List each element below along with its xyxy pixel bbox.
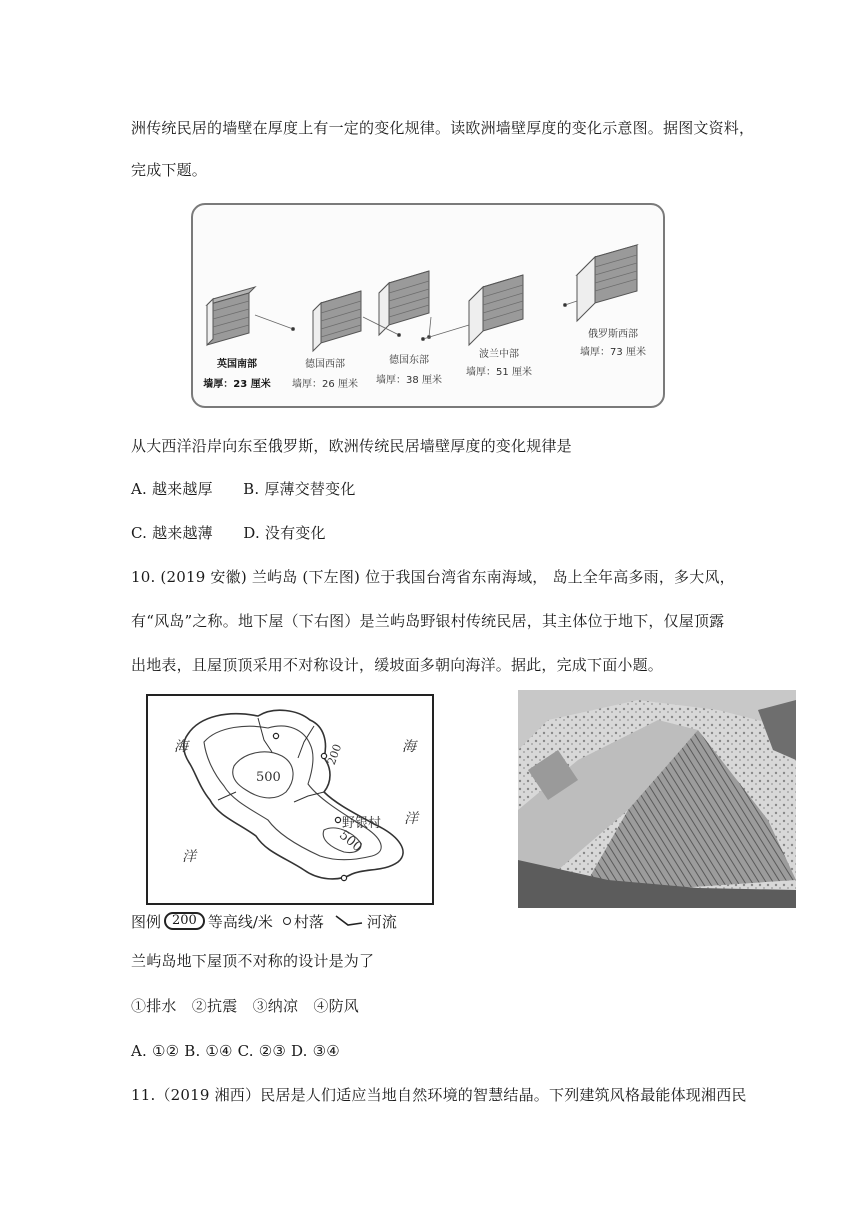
underground-house-photo: [518, 690, 796, 908]
q9-stem: 从大西洋沿岸向东至俄罗斯，欧洲传统民居墙壁厚度的变化规律是: [131, 437, 572, 455]
wall-2-thickness: 墙厚：26 厘米: [292, 379, 358, 390]
map-ocean-left: 洋: [182, 849, 196, 865]
roof-drawing: [518, 690, 796, 908]
wall-2-name: 德国西部: [305, 359, 345, 370]
wall-1-name: 英国南部: [217, 359, 257, 370]
legend-village-label: 村落: [293, 912, 324, 931]
wall-thickness-figure: [191, 203, 665, 408]
wall-4-name: 波兰中部: [479, 349, 519, 360]
wall-poland: [469, 275, 523, 345]
map-sea-left: 海: [174, 739, 188, 755]
wall-4-thickness: 墙厚：51 厘米: [466, 367, 532, 378]
q10-items: ①排水 ②抗震 ③纳凉 ④防风: [131, 997, 360, 1015]
map-contour-200: 200: [324, 742, 345, 767]
map-ocean-right: 洋: [404, 811, 418, 827]
wall-5-thickness: 墙厚：73 厘米: [580, 347, 646, 358]
q9-options-cd: C. 越来越薄 D. 没有变化: [131, 524, 326, 542]
q11-line-1: 11.（2019 湘西）民居是人们适应当地自然环境的智慧结晶。下列建筑风格最能体现湘西民: [131, 1086, 747, 1104]
wall-5-name: 俄罗斯西部: [588, 329, 638, 340]
map-legend: [131, 910, 397, 932]
lanyu-island-map: [146, 694, 434, 905]
island-outline: [148, 696, 432, 903]
map-contour-500-a: 500: [256, 770, 281, 785]
legend-river-label: 河流: [366, 912, 397, 931]
legend-contour-label: 等高线/米: [207, 912, 273, 931]
q10-options: A. ①② B. ①④ C. ②③ D. ③④: [131, 1042, 340, 1060]
wall-3-name: 德国东部: [389, 355, 429, 366]
map-sea-right: 海: [402, 739, 416, 755]
q9-options-ab: A. 越来越厚 B. 厚薄交替变化: [131, 480, 356, 498]
river-icon: [334, 914, 364, 928]
q10-stem: 兰屿岛地下屋顶不对称的设计是为了: [131, 952, 375, 970]
intro-line-1: 洲传统民居的墙壁在厚度上有一定的变化规律。读欧洲墙壁厚度的变化示意图。据图文资料，: [131, 119, 755, 137]
legend-prefix: 图例: [131, 912, 162, 931]
village-dot-icon: [283, 917, 291, 925]
wall-russia: [577, 245, 637, 321]
map-contour-500-b: 500: [336, 827, 365, 856]
map-village-label: 野银村: [342, 816, 382, 831]
q10-line-2: 有“风岛”之称。地下屋（下右图）是兰屿岛野银村传统民居，其主体位于地下，仅屋顶露: [131, 612, 725, 630]
q10-line-1: 10. (2019 安徽) 兰屿岛 (下左图) 位于我国台湾省东南海域， 岛上全年高多雨，多大风，: [131, 568, 735, 586]
wall-1-thickness: 墙厚：23 厘米: [203, 379, 271, 390]
wall-germany-east: [379, 271, 429, 335]
legend-contour-symbol: 200: [164, 912, 205, 930]
q10-line-3: 出地表，且屋顶顶采用不对称设计，缓坡面多朝向海洋。据此，完成下面小题。: [131, 656, 664, 674]
intro-line-2: 完成下题。: [131, 161, 208, 179]
wall-3-thickness: 墙厚：38 厘米: [376, 375, 442, 386]
wall-germany-west: [313, 291, 361, 351]
wall-britain: [207, 287, 255, 345]
